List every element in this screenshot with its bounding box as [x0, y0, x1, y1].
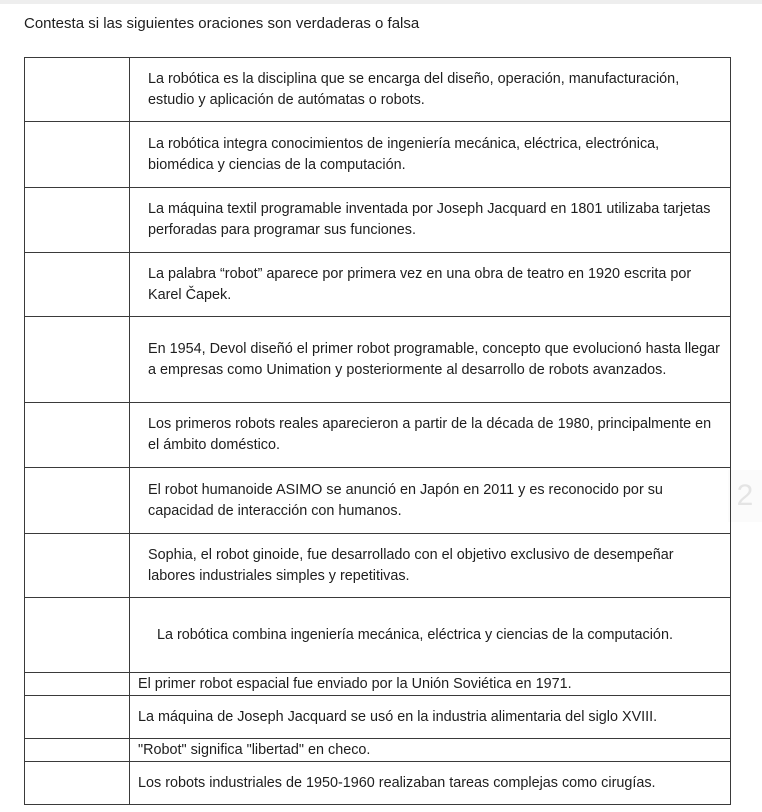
table-row	[25, 762, 731, 805]
table-row	[25, 468, 731, 534]
answer-cell[interactable]	[25, 58, 130, 122]
answer-cell[interactable]	[25, 122, 130, 188]
answer-cell[interactable]	[25, 534, 130, 598]
statement-cell	[130, 122, 731, 188]
statement-cell	[130, 188, 731, 253]
statement-text: La máquina textil programable inventada por Joseph Jacquard en 1801 utilizaba tarjetas perforadas para programar sus funciones.	[148, 201, 711, 238]
statement-cell	[130, 468, 731, 534]
answer-cell[interactable]	[25, 317, 130, 403]
statement-cell	[130, 598, 731, 673]
table-row	[25, 317, 731, 403]
answer-cell[interactable]	[25, 696, 130, 739]
answer-cell[interactable]	[25, 188, 130, 253]
table-row	[25, 253, 731, 317]
statement-cell	[130, 58, 731, 122]
margin-page-number-fragment: 2	[728, 470, 762, 522]
statement-text: Sophia, el robot ginoide, fue desarrollado con el objetivo exclusivo de desempeñar labores industriales simples y repetitivas.	[148, 546, 674, 584]
statement-text: Los primeros robots reales aparecieron a partir de la década de 1980, principalmente en el ámbito doméstico.	[148, 416, 712, 453]
table-row	[25, 598, 731, 673]
page-title: Contesta si las siguientes oraciones son verdaderas o falsa	[24, 15, 420, 32]
statement-cell	[130, 403, 731, 468]
statement-text: "Robot" significa "libertad" en checo.	[138, 741, 371, 758]
statement-cell	[130, 739, 731, 762]
table-row	[25, 739, 731, 762]
statement-text: Los robots industriales de 1950-1960 realizaban tareas complejas como cirugías.	[138, 774, 656, 791]
table-row	[25, 122, 731, 188]
answer-cell[interactable]	[25, 762, 130, 805]
statement-cell	[130, 253, 731, 317]
true-false-table	[24, 57, 731, 805]
statement-text: El robot humanoide ASIMO se anunció en Japón en 2011 y es reconocido por su capacidad de interacción con humanos.	[148, 481, 663, 519]
table-row	[25, 403, 731, 468]
statement-cell	[130, 673, 731, 696]
statement-cell	[130, 317, 731, 403]
table-row	[25, 58, 731, 122]
top-edge-bar	[0, 0, 762, 4]
table-row	[25, 696, 731, 739]
statement-text: La robótica es la disciplina que se encarga del diseño, operación, manufacturación, estudio y aplicación de autómatas o robots.	[148, 70, 680, 108]
statement-text: La máquina de Joseph Jacquard se usó en la industria alimentaria del siglo XVIII.	[138, 708, 658, 725]
table-row	[25, 534, 731, 598]
statement-cell	[130, 762, 731, 805]
answer-cell[interactable]	[25, 403, 130, 468]
statement-text: En 1954, Devol diseñó el primer robot programable, concepto que evolucionó hasta llegar a empresas como Unimation y posteriormente al desarrollo de robots avanzados.	[148, 340, 720, 378]
statement-text: La robótica integra conocimientos de ingeniería mecánica, eléctrica, electrónica, biomédica y ciencias de la computación.	[148, 135, 660, 173]
answer-cell[interactable]	[25, 673, 130, 696]
answer-cell[interactable]	[25, 468, 130, 534]
statement-text: La palabra “robot” aparece por primera vez en una obra de teatro en 1920 escrita por Karel Čapek.	[148, 265, 692, 303]
answer-cell[interactable]	[25, 739, 130, 762]
table-row	[25, 188, 731, 253]
statement-text: El primer robot espacial fue enviado por la Unión Soviética en 1971.	[138, 675, 572, 692]
statement-cell	[130, 696, 731, 739]
table-row	[25, 673, 731, 696]
statement-text: La robótica combina ingeniería mecánica, eléctrica y ciencias de la computación.	[157, 626, 673, 643]
answer-cell[interactable]	[25, 598, 130, 673]
answer-cell[interactable]	[25, 253, 130, 317]
statement-cell	[130, 534, 731, 598]
